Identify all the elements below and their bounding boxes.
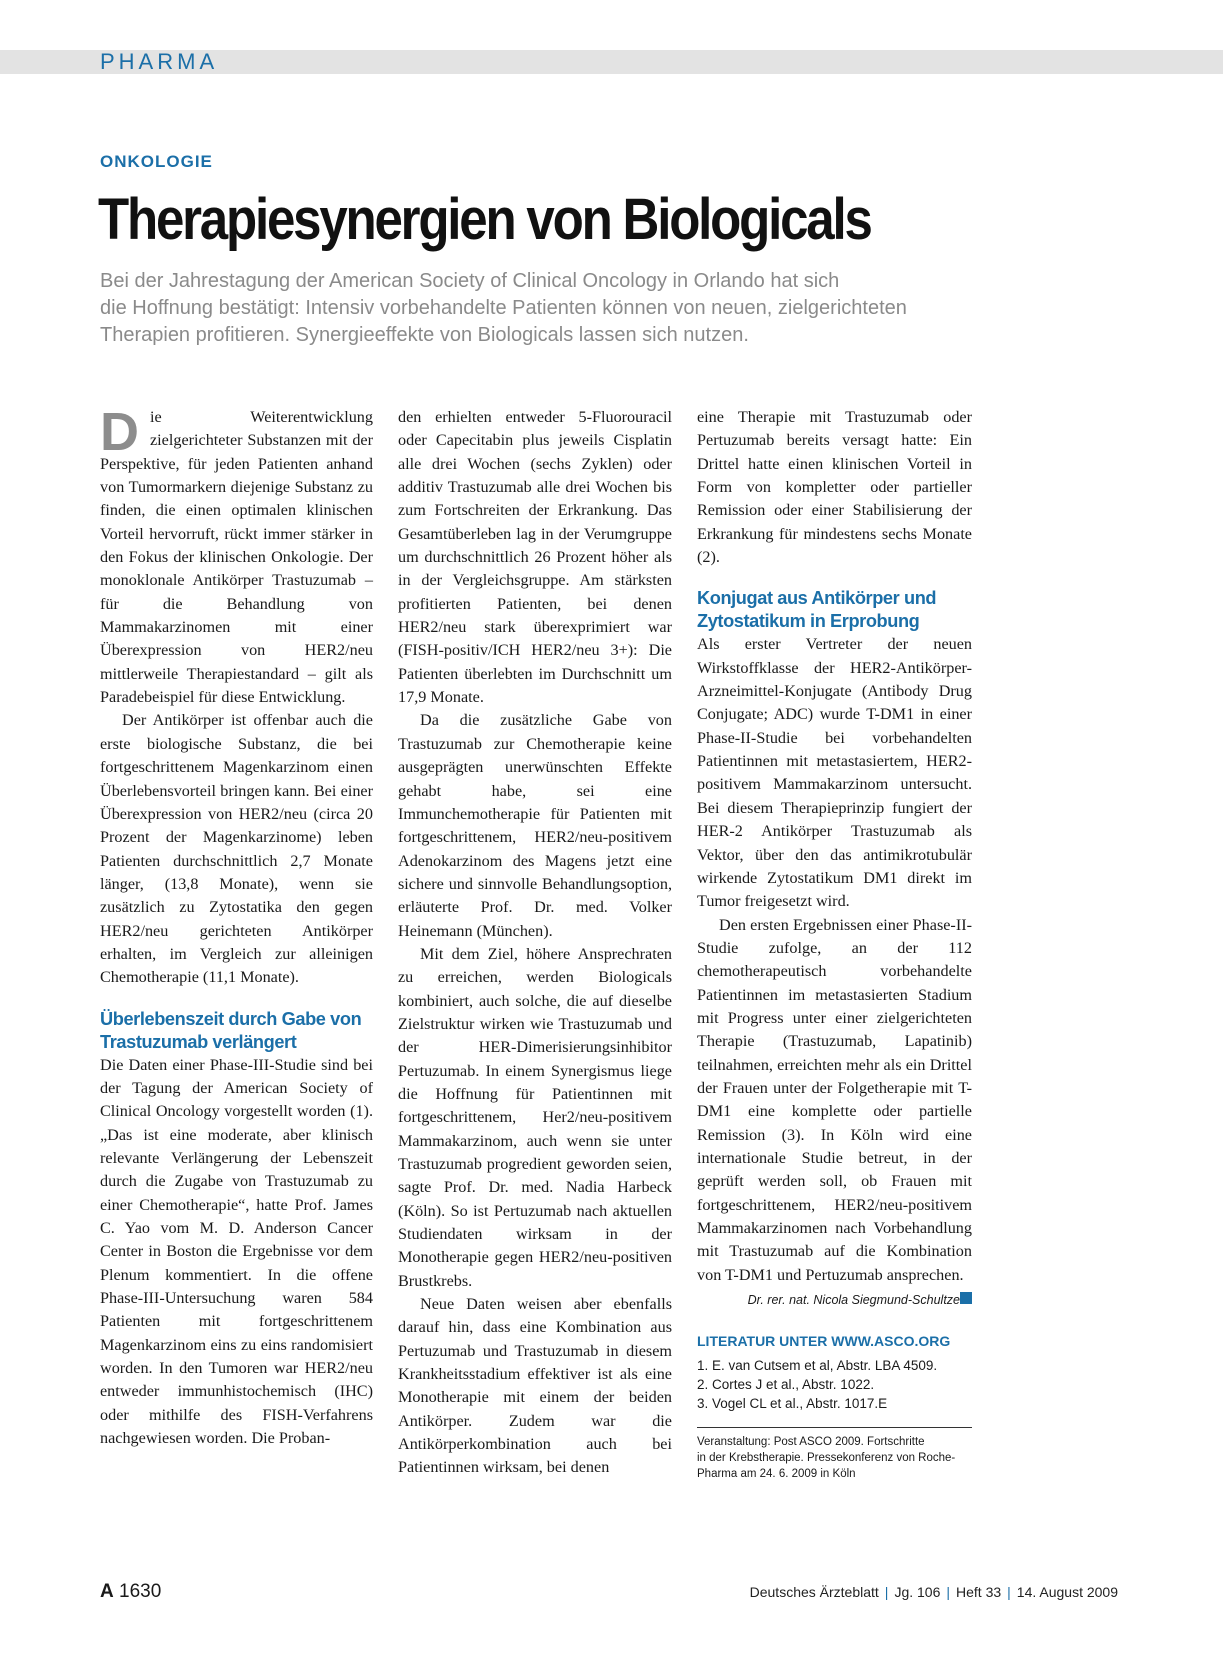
article-lead (100, 268, 1100, 349)
section-label: PHARMA (100, 49, 219, 74)
page-prefix: A (100, 1581, 114, 1602)
journal-date: 14. August 2009 (1016, 1584, 1118, 1600)
journal-volume: Jg. 106 (894, 1584, 941, 1600)
end-mark-icon (960, 1292, 972, 1304)
page-number-value: 1630 (119, 1581, 162, 1602)
lead-line: die Hoffnung bestätigt: Intensiv vorbehandelte Patienten können von neuen, zielgerichteten (100, 297, 907, 319)
subheading: Konjugat aus Antikörper und Zytostatikum in Erprobung (697, 588, 937, 632)
literature-item: 1. E. van Cutsem et al, Abstr. LBA 4509. (697, 1357, 938, 1373)
paragraph: Die Daten einer Phase-III-Studie sind bei der Tagung der American Society of Clinical Oncology vorgestellt worden (1). „Das ist eine moderate, aber klinisch relevante Verlängerung der Lebenszeit durch die Zugabe von Trastuzumab zu einer Chemotherapie“, hatte Prof. James C. Yao vom M. D. Anderson Cancer Center in Boston die Ergebnisse vor dem Plenum kommentiert. In die offene Phase-III-Untersuchung waren 584 Patienten mit fortgeschrittenem Magenkarzinom eins zu eins randomisiert worden. In den Tumoren war HER2/neu entweder immunhistochemisch (IHC) oder mithilfe des FISH-Verfahrens nachgewiesen worden. Die Proban- (100, 1055, 373, 1448)
literature-list (697, 1356, 972, 1413)
paragraph: Der Antikörper ist offenbar auch die erste biologische Substanz, die bei fortgeschrittenem Magenkarzinom einen Überlebensvorteil bringen kann. Bei einer Überexpression von HER2/neu (circa 20 Prozent der Magenkarzinome) leben Patienten durchschnittlich 2,7 Monate länger, (13,8 Monate), wenn sie zusätzlich zu Zytostatika den gegen HER2/neu gerichteten Antikörper erhalten, im Vergleich zur alleinigen Chemotherapie (11,1 Monate). (100, 711, 373, 987)
literature-item: 2. Cortes J et al., Abstr. 1022. (697, 1376, 875, 1392)
literature-heading: LITERATUR UNTER WWW.ASCO.ORG (697, 1333, 951, 1350)
footer-separator: | (1007, 1584, 1011, 1600)
paragraph: Mit dem Ziel, höhere Ansprechraten zu erreichen, werden Biologicals kombiniert, auch solche, die auf dieselbe Zielstruktur wirken wie Trastuzumab und der HER-Dimerisierungsinhibitor Pertuzumab. In einem Synergismus liege die Hoffnung für Patientinnen mit fortgeschrittenem, Her2/neu-positivem Mammakarzinom, auch wenn sie unter Trastuzumab progredient geworden seien, sagte Prof. Dr. med. Nadia Harbeck (Köln). So ist Pertuzumab nach aktuellen Studiendaten wirksam in der Monotherapie gegen HER2/neu-positiven Brustkrebs. (398, 944, 672, 1290)
paragraph: Als erster Vertreter der neuen Wirkstoffklasse der HER2-Antikörper-Arzneimittel-Konjugate (Antibody Drug Conjugate; ADC) wurde T-DM1 in einer Phase-II-Studie bei vorbehandelten Patientinnen mit metastasiertem, HER2-positivem Mammakarzinom untersucht. Bei diesem Therapieprinzip fungiert der HER-2 Antikörper Trastuzumab als Vektor, über den das antimikrotubulär wirkende Zytostatikum DM1 direkt im Tumor freigesetzt wird. (697, 635, 972, 911)
column-1 (100, 402, 373, 1450)
paragraph (697, 914, 972, 1288)
event-note (697, 1427, 972, 1482)
paragraph: Da die zusätzliche Gabe von Trastuzumab zur Chemotherapie keine ausgeprägten unerwünschten Effekte gehabt habe, sei eine Immunchemotherapie für Patienten mit fortgeschrittenem, HER2/neu-positivem Adenokarzinom des Magens jetzt eine sichere und sinnvolle Behandlungsoption, erläuterte Prof. Dr. med. Volker Heinemann (München). (398, 711, 672, 940)
author-byline: Dr. rer. nat. Nicola Siegmund-Schultze (747, 1293, 960, 1308)
event-line: in der Krebstherapie. Pressekonferenz von Roche- (697, 1451, 956, 1464)
lead-line: Bei der Jahrestagung der American Society of Clinical Oncology in Orlando hat sich (100, 270, 840, 292)
journal-footer (750, 1584, 1118, 1600)
journal-issue: Heft 33 (956, 1584, 1002, 1600)
literature-item: 3. Vogel CL et al., Abstr. 1017.E (697, 1395, 888, 1411)
event-line: Pharma am 24. 6. 2009 in Köln (697, 1467, 856, 1480)
article-title: Therapiesynergien von Biologicals (98, 187, 871, 252)
drop-cap: D (100, 402, 139, 462)
paragraph-text: ie Weiterentwicklung zielgerichteter Substanzen mit der Perspektive, für jeden Patienten anhand von Tumormarkern diejenige Substanz zu finden, die einen optimalen klinischen Vorteil hervorruft, rückt immer stärker in den Fokus der klinischen Onkologie. Der monoklonale Antikörper Trastuzumab – für die Behandlung von Mammakarzinomen mit einer Überexpression von HER2/neu mittlerweile Therapiestandard – gilt als Paradebeispiel für diese Entwicklung. (100, 408, 373, 707)
page-number (100, 1581, 161, 1603)
subheading: Überlebenszeit durch Gabe von Trastuzumab verlängert (100, 1008, 362, 1052)
paragraph: eine Therapie mit Trastuzumab oder Pertuzumab bereits versagt hatte: Ein Drittel hatte einen klinischen Vorteil in Form von kompletter oder partieller Remission oder einer Stabilisierung der Erkrankung für mindestens sechs Monate (2). (697, 408, 972, 567)
footer-separator: | (946, 1584, 951, 1600)
footer-separator: | (884, 1584, 889, 1600)
event-line: Veranstaltung: Post ASCO 2009. Fortschritte (697, 1435, 925, 1448)
journal-name: Deutsches Ärzteblatt (749, 1584, 879, 1600)
column-3 (697, 406, 972, 1482)
paragraph: Neue Daten weisen aber ebenfalls darauf hin, dass eine Kombination aus Pertuzumab und Trastuzumab in diesem Krankheitsstadium effektiver ist als eine Monotherapie mit einem der beiden Antikörper. Zudem war die Antikörperkombination auch bei Patientinnen wirksam, bei denen (398, 1295, 672, 1477)
paragraph (100, 402, 373, 709)
article-kicker: ONKOLOGIE (100, 152, 213, 171)
paragraph-text: Den ersten Ergebnissen einer Phase-II-Studie zufolge, an der 112 chemotherapeutisch vorbehandelte Patientinnen im metastasierten Stadium mit Progress unter einer zielgerichteten Therapie (Trastuzumab, Lapatinib) teilnahmen, erreichten mehr als ein Drittel der Frauen unter der Folgetherapie mit T-DM1 eine komplette oder partielle Remission (3). In Köln wird eine internationale Studie betreut, in der geprüft werden soll, ob Frauen mit fortgeschrittenem, HER2/neu-positivem Mammakarzinomen nach Vorbehandlung mit Trastuzumab auf die Kombination von T-DM1 und Pertuzumab ansprechen. (697, 915, 972, 1284)
lead-line: Therapien profitieren. Synergieeffekte von Biologicals lassen sich nutzen. (100, 324, 749, 346)
paragraph: den erhielten entweder 5-Fluorouracil oder Capecitabin plus jeweils Cisplatin alle drei Wochen (sechs Zyklen) oder additiv Trastuzumab alle drei Wochen bis zum Fortschreiten der Erkrankung. Das Gesamtüberleben lag in der Verumgruppe um durchschnittlich 26 Prozent höher als in der Vergleichsgruppe. Am stärksten profitierten Patienten, bei denen HER2/neu stark überexprimiert war (FISH-positiv/ICH HER2/neu 3+): Die Patienten überlebten im Durchschnitt um 17,9 Monate. (398, 408, 672, 707)
column-2 (398, 406, 672, 1480)
